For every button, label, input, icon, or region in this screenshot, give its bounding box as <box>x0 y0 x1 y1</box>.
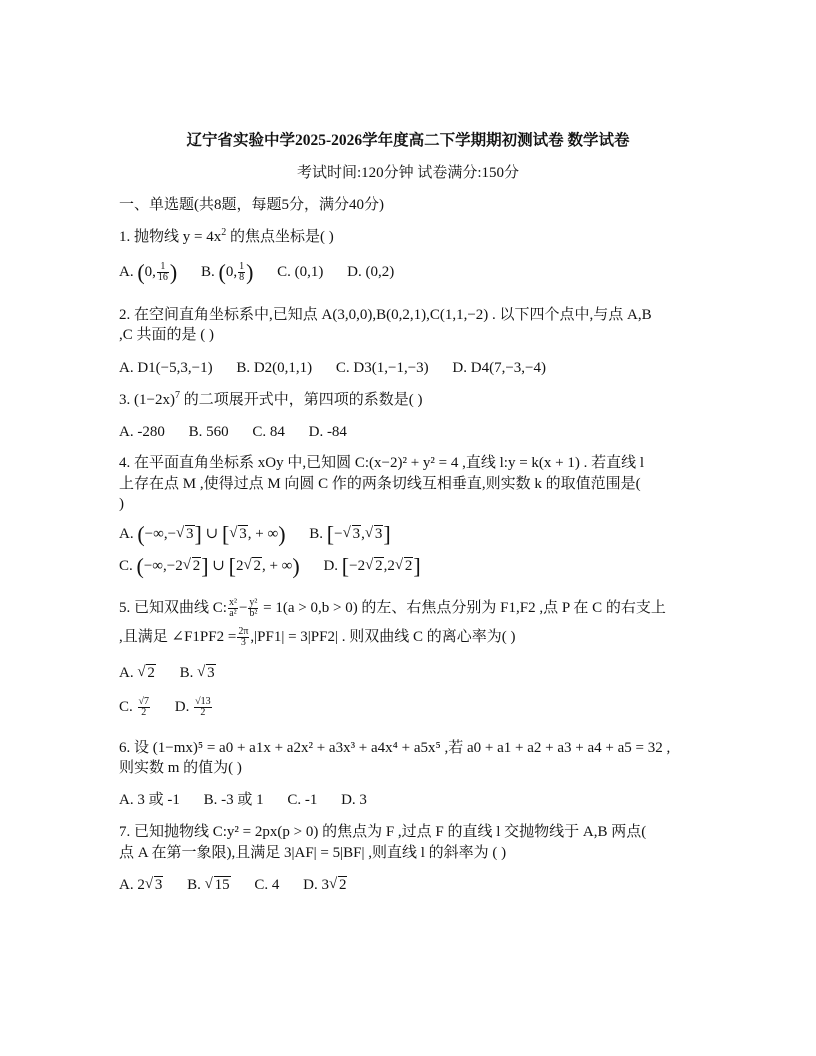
q1-option-d[interactable]: D. (0,2) <box>347 264 395 280</box>
q2-option-d[interactable]: D. D4(7,−3,−4) <box>452 360 546 376</box>
question-4-line-2: 上存在点 M ,使得过点 M 向圆 C 作的两条切线互相垂直,则实数 k 的取值范围是( <box>119 476 641 492</box>
q1-option-a[interactable]: A. (0, $\frac{1}{16}$ ) <box>119 259 178 285</box>
q4-option-a[interactable]: A. (−∞,−√ 3] ∪ [√ 3, + ∞) <box>119 526 286 542</box>
q2-option-b[interactable]: B. D2(0,1,1) <box>236 360 313 376</box>
q3-option-d[interactable]: D. -84 <box>308 424 347 440</box>
q1-option-c[interactable]: C. (0,1) <box>277 264 324 280</box>
q6-option-d[interactable]: D. 3 <box>341 792 367 808</box>
q6-option-a[interactable]: A. 3 或 -1 <box>119 792 180 808</box>
q7-option-d[interactable]: D. 3√ 2 <box>303 877 347 893</box>
question-6-options <box>119 790 387 810</box>
q7-option-c[interactable]: C. 4 <box>254 877 280 893</box>
question-2-line-2: ,C 共面的是 ( ) <box>119 327 214 343</box>
question-7-line-2: 点 A 在第一象限),且满足 3|AF| = 5|BF| ,则直线 l 的斜率为 ( ) <box>119 845 507 861</box>
question-7-line-1: 7. 已知抛物线 C:y² = 2px(p > 0) 的焦点为 F ,过点 F 的直线 l 交抛物线于 A,B 两点( <box>119 824 647 840</box>
q5-option-c[interactable]: C. $\frac{√7}{2}$ <box>119 696 150 719</box>
question-5-line-2: ,且满足 ∠F1PF2 = $\frac{2\pi}{3}$ ,|PF1| = 3|PF2| . 则双曲线 C 的离心率为( ) <box>119 626 516 649</box>
question-4-options-row-1 <box>119 521 411 547</box>
question-4-options-row-2 <box>119 553 441 579</box>
question-1-stem: 1. 抛物线 $y = 4x^2$ 的焦点坐标是( ) <box>119 227 334 245</box>
question-2-options <box>119 358 566 378</box>
question-4-line-3: ) <box>119 496 124 512</box>
q5-option-d[interactable]: D. $\frac{√13}{2}$ <box>174 696 211 719</box>
q4-option-b[interactable]: B. [−√ 3,√ 3] <box>309 526 390 542</box>
question-5-options-row-2 <box>119 697 233 718</box>
q6-option-b[interactable]: B. -3 或 1 <box>203 792 264 808</box>
question-6-line-2: 则实数 m 的值为( ) <box>119 760 242 776</box>
q6-option-c[interactable]: C. -1 <box>287 792 318 808</box>
q1-option-b[interactable]: B. (0, $\frac{1}{8}$ ) <box>201 259 254 285</box>
q5-option-a[interactable]: A. √ 2 <box>119 665 156 681</box>
q2-option-c[interactable]: C. D3(1,−1,−3) <box>335 360 429 376</box>
question-1-options <box>119 259 414 285</box>
q1-equation: $y = 4x^2$ <box>182 227 227 245</box>
question-2-line-1: 2. 在空间直角坐标系中,已知点 A(3,0,0),B(0,2,1),C(1,1,−2) . 以下四个点中,与点 A,B <box>119 307 652 323</box>
exam-title: 辽宁省实验中学2025-2026学年度高二下学期期初测试卷 数学试卷 <box>186 132 630 149</box>
q7-option-a[interactable]: A. 2√ 3 <box>119 877 163 893</box>
q7-option-b[interactable]: B. √ 15 <box>187 877 231 893</box>
section-heading: 一、单选题(共8题，每题5分，满分40分) <box>119 197 384 213</box>
question-3-stem: 3. $(1-2x)^7$ 的二项展开式中，第四项的系数是( ) <box>119 390 423 408</box>
question-3-options <box>119 422 367 442</box>
q4-option-c[interactable]: C. (−∞,−2√ 2] ∪ [2√ 2, + ∞) <box>119 558 300 574</box>
question-6-line-1: 6. 设 (1−mx)⁵ = a0 + a1x + a2x² + a3x³ + a4x⁴ + a5x⁵ ,若 a0 + a1 + a2 + a3 + a4 + a5 = 32 , <box>119 740 671 756</box>
question-5-line-1: 5. 已知双曲线 C: $\frac{\text{x²}}{\text{a²}}$ − $\frac{\text{y²}}{\text{b²}}$ = 1(a > 0,b > 0) 的左、右焦点分别为 F1,F2 ,点 P 在 C 的右支上 <box>119 597 666 620</box>
q3-option-c[interactable]: C. 84 <box>252 424 285 440</box>
q3-option-b[interactable]: B. 560 <box>188 424 229 440</box>
question-4-line-1: 4. 在平面直角坐标系 xOy 中,已知圆 C:(x−2)² + y² = 4 ,直线 l:y = k(x + 1) . 若直线 l <box>119 455 645 471</box>
exam-subtitle: 考试时间:120分钟 试卷满分:150分 <box>296 165 520 181</box>
question-7-options <box>119 875 367 895</box>
q2-option-a[interactable]: A. D1(−5,3,−1) <box>119 360 213 376</box>
q4-option-d[interactable]: D. [−2√ 2,2√ 2] <box>323 558 420 574</box>
question-5-options-row-1 <box>119 663 236 683</box>
q3-option-a[interactable]: A. -280 <box>119 424 165 440</box>
q5-option-b[interactable]: B. √ 3 <box>180 665 216 681</box>
